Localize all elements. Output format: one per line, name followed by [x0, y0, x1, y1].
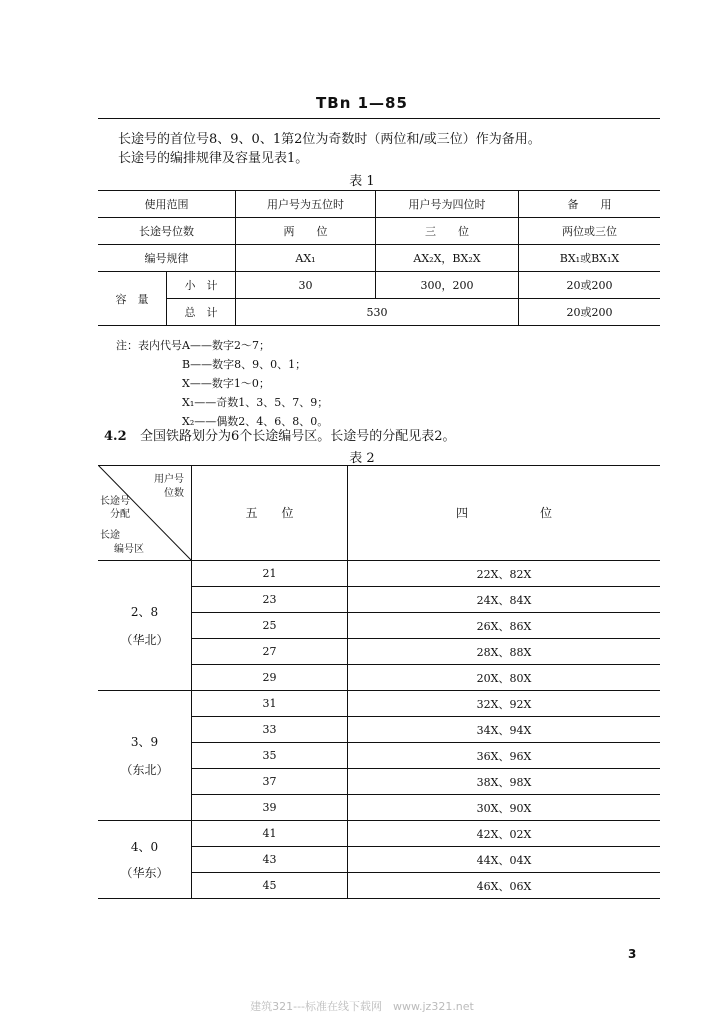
table2-cell: 39: [192, 795, 348, 821]
zone-cell: [98, 821, 192, 899]
table2-cell: 26X、86X: [348, 613, 661, 639]
table-row: [98, 465, 660, 561]
table2-cell: 25: [192, 613, 348, 639]
table2-cell: 24X、84X: [348, 587, 661, 613]
table1-header-scope: 使用范围: [98, 191, 236, 218]
note-line: X——数字1～0；: [116, 377, 270, 390]
table2-cell: 34X、94X: [348, 717, 661, 743]
intro-line-2: 长途号的编排规律及容量见表1。: [118, 151, 309, 166]
note-line: 注：表内代号A——数字2～7；: [116, 339, 270, 352]
table-row: [98, 691, 660, 717]
zone-digits: 3、9: [130, 734, 159, 749]
table2-cell: 21: [192, 561, 348, 587]
table2-cell: 41: [192, 821, 348, 847]
table-row: [98, 299, 660, 326]
table-row: [98, 561, 660, 587]
zone-region: （华东）: [120, 865, 169, 880]
table2-cell: 29: [192, 665, 348, 691]
table2-cell: 42X、02X: [348, 821, 661, 847]
table2-header-four: 四 位: [348, 465, 661, 561]
table1-cell: 三 位: [376, 218, 519, 245]
table1-cell: 530: [236, 299, 519, 326]
table2-cell: 38X、98X: [348, 769, 661, 795]
table2-cell: 32X、92X: [348, 691, 661, 717]
table-row: [98, 821, 660, 847]
table1-cell: BX₁或BX₁X: [519, 245, 661, 272]
header-rule: [98, 118, 660, 119]
diag-label: 用户号: [154, 474, 184, 485]
diag-label: 长途号: [100, 496, 130, 507]
table2-cell: 36X、96X: [348, 743, 661, 769]
table1-header-reserve: 备 用: [519, 191, 661, 218]
table1-subtotal-label: 小 计: [167, 272, 236, 299]
table2-cell: 31: [192, 691, 348, 717]
table1-cell: AX₂X，BX₂X: [376, 245, 519, 272]
diag-label: 长途: [100, 530, 120, 541]
table1-header-five: 用户号为五位时: [236, 191, 376, 218]
table2-cell: 22X、82X: [348, 561, 661, 587]
intro-line-1: 长途号的首位号8、9、0、1第2位为奇数时（两位和/或三位）作为备用。: [118, 132, 541, 147]
table2-cell: 37: [192, 769, 348, 795]
zone-region: （华北）: [120, 632, 169, 647]
table-1: [98, 190, 660, 326]
table2-cell: 35: [192, 743, 348, 769]
zone-region: （东北）: [120, 762, 169, 777]
table2-cell: 27: [192, 639, 348, 665]
table1-capacity-label: 容 量: [98, 272, 167, 326]
zone-digits: 2、8: [130, 604, 159, 619]
table-2: [98, 465, 660, 899]
diag-label: 编号区: [114, 544, 144, 555]
table2-caption: 表 2: [349, 451, 375, 466]
watermark: 建筑321---标准在线下载网 www.jz321.net: [250, 1000, 474, 1013]
table1-cell: 20或200: [519, 299, 661, 326]
zone-cell: [98, 691, 192, 821]
table1-cell: 两 位: [236, 218, 376, 245]
table1-total-label: 总 计: [167, 299, 236, 326]
note-line: X₂——偶数2、4、6、8、0。: [116, 415, 329, 428]
table-row: [98, 272, 660, 299]
table2-cell: 28X、88X: [348, 639, 661, 665]
table2-cell: 33: [192, 717, 348, 743]
table2-cell: 43: [192, 847, 348, 873]
table1-cell: 300，200: [376, 272, 519, 299]
table2-cell: 20X、80X: [348, 665, 661, 691]
zone-digits: 4、0: [130, 839, 159, 854]
table1-caption: 表 1: [349, 174, 375, 189]
table2-cell: 45: [192, 873, 348, 899]
table2-header-five: 五 位: [192, 465, 348, 561]
table-row: [98, 218, 660, 245]
table2-diagonal-header: [98, 465, 192, 561]
table1-cell: AX₁: [236, 245, 376, 272]
table1-cell: 两位或三位: [519, 218, 661, 245]
diag-label: 分配: [110, 509, 130, 520]
table-row: [98, 245, 660, 272]
table2-cell: 46X、06X: [348, 873, 661, 899]
section-text: 全国铁路划分为6个长途编号区。长途号的分配见表2。: [140, 429, 456, 444]
table1-cell: 长途号位数: [98, 218, 236, 245]
table1-cell: 20或200: [519, 272, 661, 299]
page-header: TBn 1—85: [316, 94, 408, 112]
page-number: 3: [628, 947, 637, 961]
table1-notes: [116, 336, 328, 431]
table1-header-four: 用户号为四位时: [376, 191, 519, 218]
table2-cell: 30X、90X: [348, 795, 661, 821]
note-line: B——数字8、9、0、1；: [116, 358, 307, 371]
table2-top-rule: [98, 465, 660, 466]
table1-cell: 30: [236, 272, 376, 299]
zone-cell: [98, 561, 192, 691]
table2-cell: 44X、04X: [348, 847, 661, 873]
diag-label: 位数: [164, 488, 184, 499]
table1-cell: 编号规律: [98, 245, 236, 272]
section-number: 4.2: [104, 429, 127, 444]
table-row: [98, 191, 660, 218]
note-line: X₁——奇数1、3、5、7、9；: [116, 396, 329, 409]
table2-cell: 23: [192, 587, 348, 613]
